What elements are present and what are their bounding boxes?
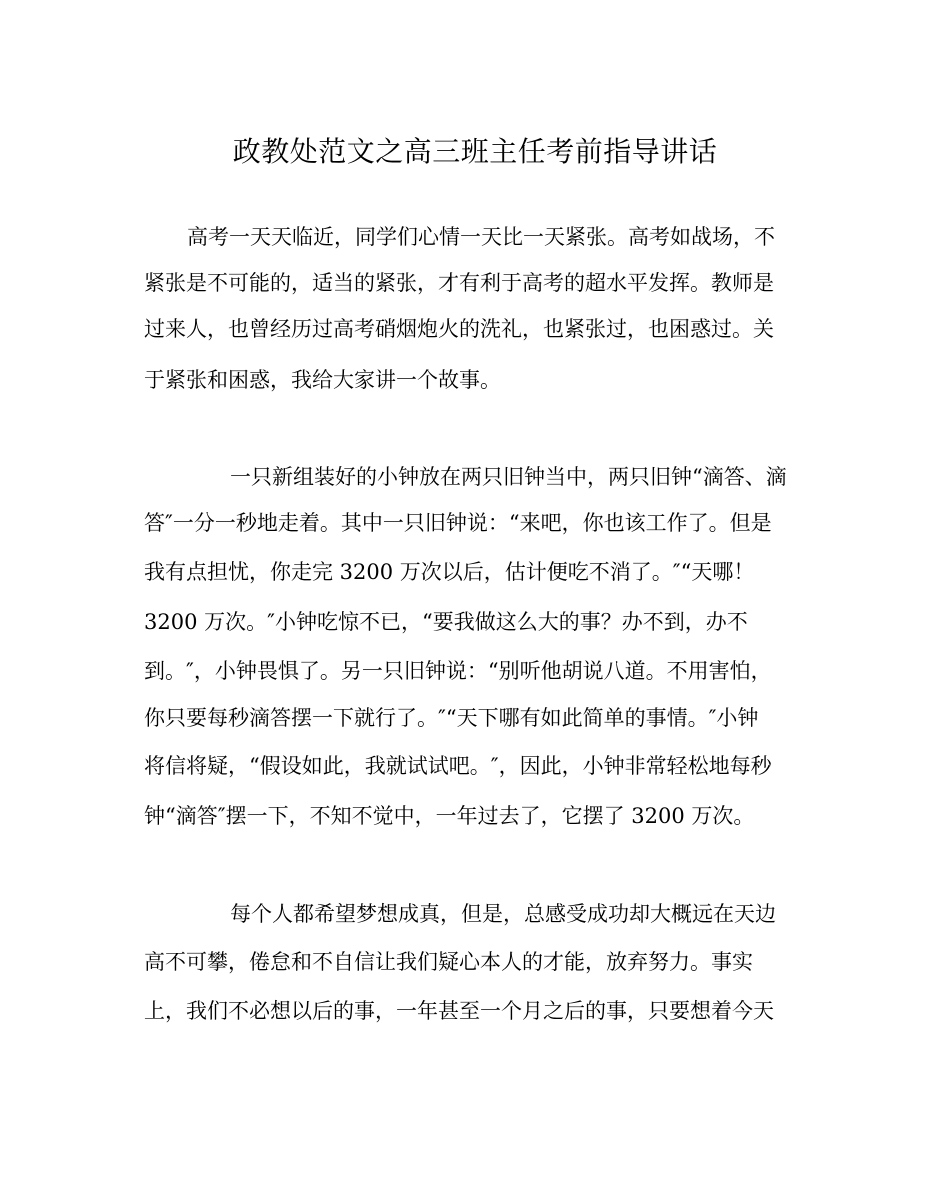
paragraph-line: 上，我们不必想以后的事，一年甚至一个月之后的事，只要想着今天 [144,999,774,1023]
paragraph-line: 一只新组装好的小钟放在两只旧钟当中，两只旧钟“滴答、滴 [230,465,787,489]
paragraph-line: 于紧张和困惑，我给大家讲一个故事。 [144,368,501,392]
paragraph-line: 将信将疑，“假设如此，我就试试吧。″，因此，小钟非常轻松地每秒 [144,754,772,778]
paragraph-line: 你只要每秒滴答摆一下就行了。″“天下哪有如此简单的事情。″小钟 [144,706,759,730]
paragraph-line: 每个人都希望梦想成真，但是，总感受成功却大概远在天边 [230,902,776,926]
paragraph-line: 高不可攀，倦怠和不自信让我们疑心本人的才能，放弃努力。事实 [144,950,753,974]
paragraph-line: 答″一分一秒地走着。其中一只旧钟说：“来吧，你也该工作了。但是 [144,511,772,535]
paragraph-line: 3200 万次。″小钟吃惊不已，“要我做这么大的事？办不到，办不 [144,610,748,634]
paragraph-line: 紧张是不可能的，适当的紧张，才有利于高考的超水平发挥。教师是 [144,271,774,295]
paragraph-line: 高考一天天临近，同学们心情一天比一天紧张。高考如战场，不 [187,225,775,249]
document-title: 政教处范文之高三班主任考前指导讲话 [232,135,718,168]
paragraph-line: 钟“滴答″摆一下，不知不觉中，一年过去了，它摆了 3200 万次。 [144,804,755,828]
paragraph-line: 到。″，小钟畏惧了。另一只旧钟说：“别听他胡说八道。不用害怕， [144,659,772,683]
paragraph-line: 过来人，也曾经历过高考硝烟炮火的洗礼，也紧张过，也困惑过。关 [144,317,774,341]
paragraph-line: 我有点担忧，你走完 3200 万次以后，估计便吃不消了。″“天哪！ [144,560,755,584]
